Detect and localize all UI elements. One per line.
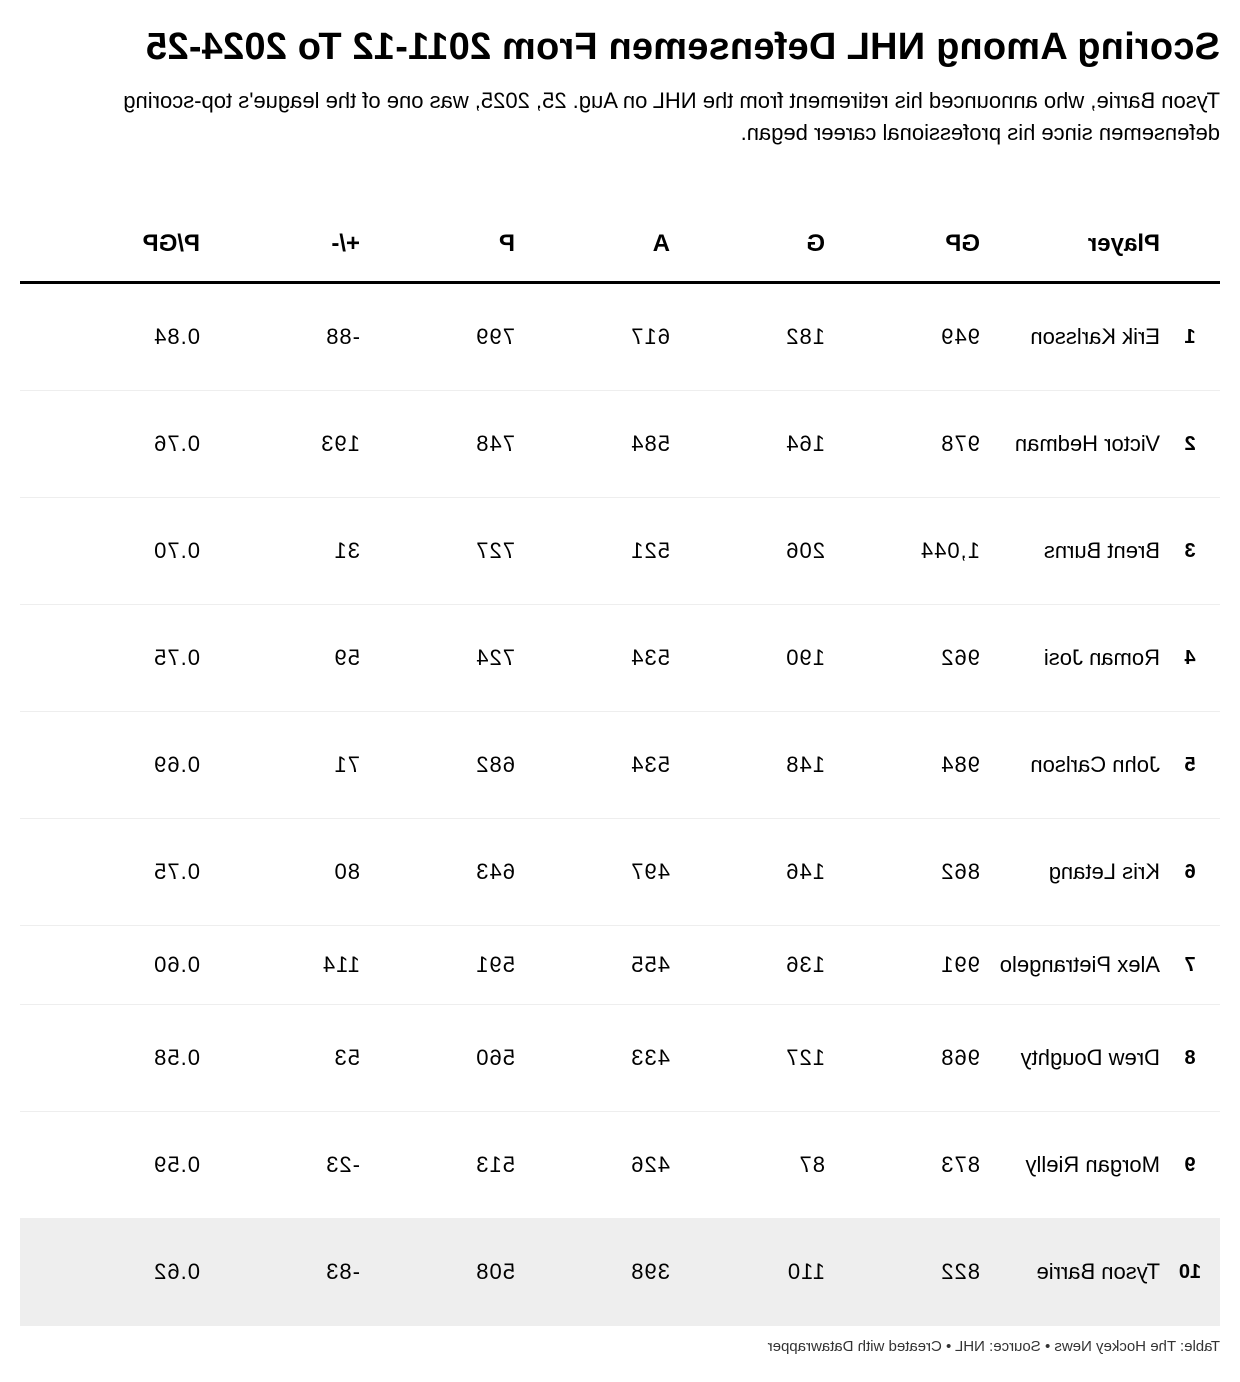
g-cell: 148 (785, 752, 825, 777)
player-cell: Brent Burns (1043, 538, 1160, 563)
g-cell: 182 (785, 324, 825, 349)
rank-cell: 4 (1184, 646, 1196, 669)
a-cell: 521 (630, 538, 670, 563)
p-cell: 727 (475, 538, 515, 563)
p-cell: 724 (475, 645, 515, 670)
header-gp[interactable]: GP (825, 207, 980, 283)
rank-cell: 10 (1178, 1260, 1202, 1283)
p-cell: 748 (475, 431, 515, 456)
g-cell: 190 (785, 645, 825, 670)
gp-cell: 873 (940, 1152, 980, 1177)
plus-minus-cell: 71 (333, 752, 360, 777)
a-cell: 433 (630, 1045, 670, 1070)
plus-minus-cell: 80 (333, 859, 360, 884)
table-row (20, 283, 1220, 391)
chart-title: Scoring Among NHL Defensemen From 2011-12 To 2024-25 (145, 26, 1220, 68)
table-row (20, 391, 1220, 498)
player-cell: John Carlson (1030, 752, 1160, 777)
plus-minus-cell: 59 (333, 645, 360, 670)
a-cell: 534 (630, 645, 670, 670)
p-cell: 560 (475, 1045, 515, 1070)
p-per-gp-cell: 0.75 (153, 859, 200, 884)
p-per-gp-cell: 0.69 (153, 752, 200, 777)
a-cell: 497 (630, 859, 670, 884)
player-cell: Kris Letang (1048, 859, 1160, 884)
gp-cell: 1,044 (919, 538, 980, 563)
p-per-gp-cell: 0.59 (153, 1152, 200, 1177)
gp-cell: 991 (940, 952, 980, 977)
rank-cell: 8 (1184, 1046, 1196, 1069)
gp-cell: 962 (940, 645, 980, 670)
table-row (20, 819, 1220, 926)
header-rank (1160, 207, 1220, 283)
table-row (20, 1005, 1220, 1112)
p-cell: 682 (475, 752, 515, 777)
gp-cell: 822 (940, 1259, 980, 1284)
table-row (20, 926, 1220, 1005)
rank-cell: 7 (1184, 953, 1196, 976)
p-cell: 799 (475, 324, 515, 349)
chart-container (20, 20, 1220, 1355)
table-row (20, 1219, 1220, 1326)
scoring-table (20, 207, 1220, 1326)
p-per-gp-cell: 0.70 (153, 538, 200, 563)
rank-cell: 3 (1184, 539, 1196, 562)
chart-footer: Table: The Hockey News • Source: NHL • Created with Datawrapper (767, 1338, 1220, 1355)
header-g[interactable]: G (670, 207, 825, 283)
p-cell: 508 (475, 1259, 515, 1284)
plus-minus-cell: -88 (325, 324, 360, 349)
a-cell: 534 (630, 752, 670, 777)
gp-cell: 949 (940, 324, 980, 349)
player-cell: Morgan Rielly (1025, 1152, 1160, 1177)
a-cell: 584 (630, 431, 670, 456)
gp-cell: 862 (940, 859, 980, 884)
a-cell: 455 (630, 952, 670, 977)
player-cell: Erik Karlsson (1030, 324, 1160, 349)
g-cell: 164 (785, 431, 825, 456)
plus-minus-cell: 53 (333, 1045, 360, 1070)
header-p-per-gp[interactable]: P/GP (20, 207, 200, 283)
g-cell: 87 (798, 1152, 825, 1177)
player-cell: Victor Hedman (1014, 431, 1160, 456)
p-per-gp-cell: 0.76 (153, 431, 200, 456)
p-cell: 643 (475, 859, 515, 884)
p-per-gp-cell: 0.84 (153, 324, 200, 349)
p-per-gp-cell: 0.62 (153, 1259, 200, 1284)
table-row (20, 1112, 1220, 1219)
g-cell: 146 (785, 859, 825, 884)
a-cell: 617 (630, 324, 670, 349)
table-body (20, 283, 1220, 1326)
p-per-gp-cell: 0.60 (153, 952, 200, 977)
chart-subtitle: Tyson Barrie, who announced his retirement from the NHL on Aug. 25, 2025, was one of the league's top-scoring defensemen since his professional career began. (123, 88, 1220, 145)
header-player[interactable]: Player (980, 207, 1160, 283)
header-plus-minus[interactable]: +/- (200, 207, 360, 283)
rank-cell: 9 (1184, 1153, 1196, 1176)
player-cell: Drew Doughty (1020, 1045, 1160, 1070)
g-cell: 127 (785, 1045, 825, 1070)
player-cell: Tyson Barrie (1036, 1259, 1160, 1284)
gp-cell: 984 (940, 752, 980, 777)
plus-minus-cell: 31 (333, 538, 360, 563)
plus-minus-cell: -23 (325, 1152, 360, 1177)
a-cell: 426 (630, 1152, 670, 1177)
p-per-gp-cell: 0.58 (153, 1045, 200, 1070)
player-cell: Alex Pietrangelo (999, 952, 1160, 977)
rank-cell: 5 (1184, 753, 1196, 776)
player-cell: Roman Josi (1043, 645, 1160, 670)
plus-minus-cell: 114 (321, 952, 360, 977)
gp-cell: 978 (940, 431, 980, 456)
p-per-gp-cell: 0.75 (153, 645, 200, 670)
table-header-row (20, 207, 1220, 283)
rank-cell: 6 (1184, 860, 1196, 883)
plus-minus-cell: 193 (320, 431, 360, 456)
p-cell: 513 (475, 1152, 515, 1177)
gp-cell: 968 (940, 1045, 980, 1070)
plus-minus-cell: -83 (325, 1259, 360, 1284)
header-a[interactable]: A (515, 207, 670, 283)
a-cell: 398 (630, 1259, 670, 1284)
rank-cell: 1 (1184, 325, 1196, 348)
g-cell: 110 (786, 1259, 825, 1284)
g-cell: 206 (785, 538, 825, 563)
table-row (20, 605, 1220, 712)
table-row (20, 498, 1220, 605)
p-cell: 591 (475, 952, 515, 977)
rank-cell: 2 (1184, 432, 1196, 455)
table-row (20, 712, 1220, 819)
header-p[interactable]: P (360, 207, 515, 283)
g-cell: 136 (785, 952, 825, 977)
